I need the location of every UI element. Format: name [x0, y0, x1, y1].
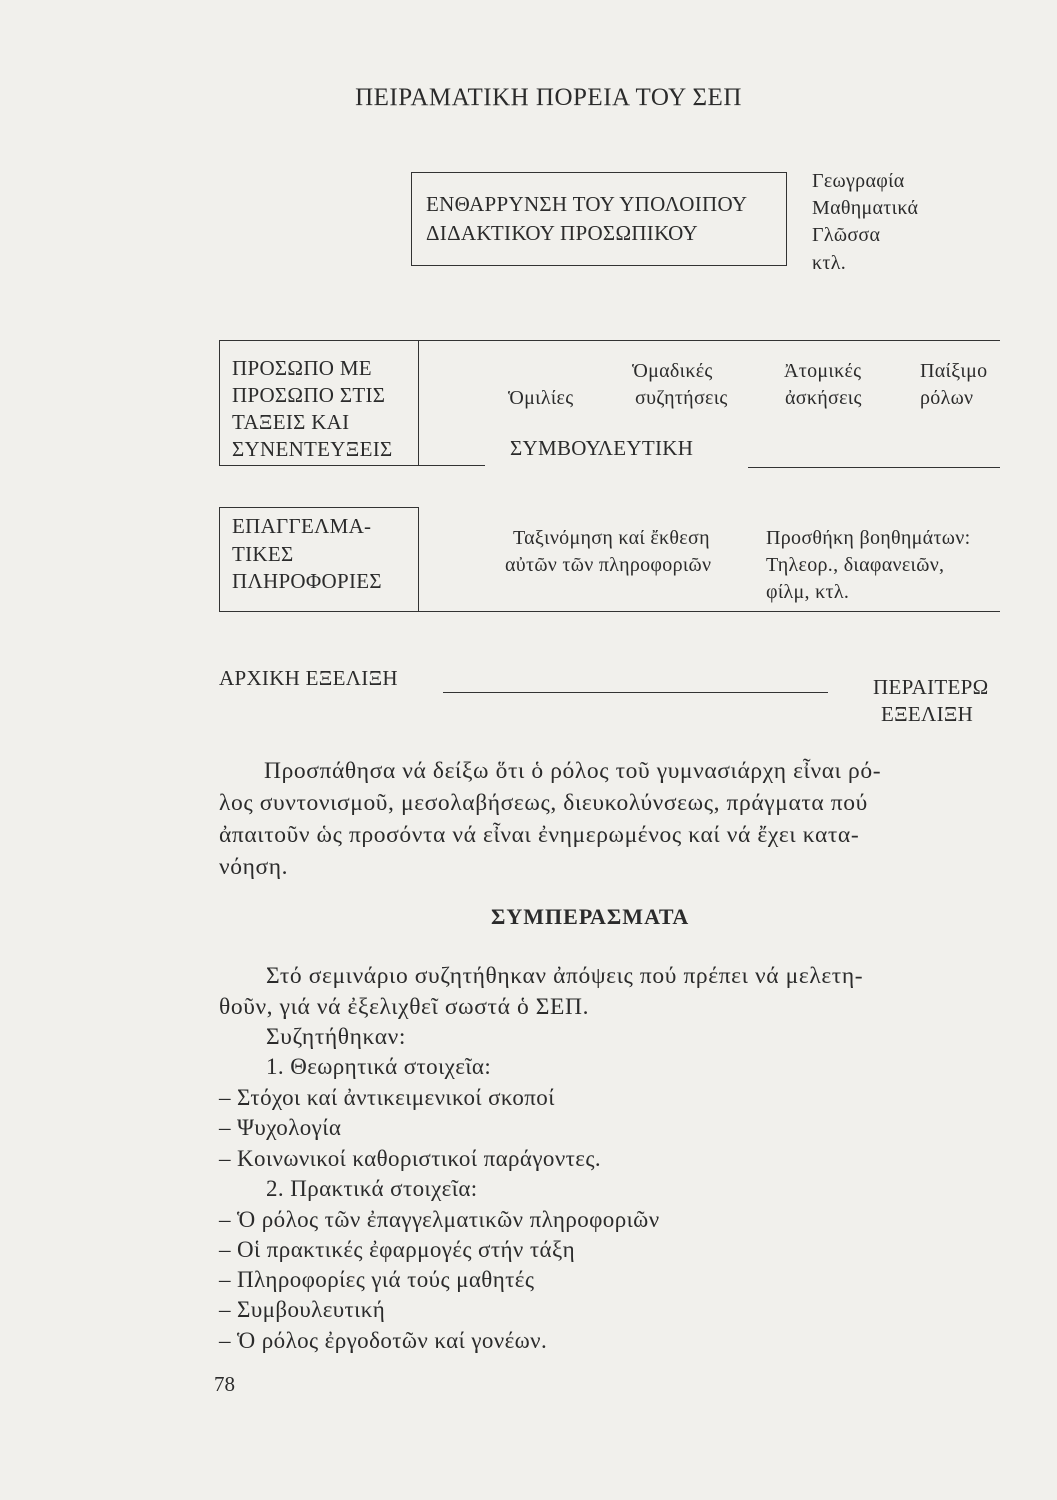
discussed-label: Συζητήθηκαν:: [266, 1024, 406, 1050]
section2-title: 2. Πρακτικά στοιχεῖα:: [266, 1176, 478, 1201]
conclusions-heading: ΣΥΜΠΕΡΑΣΜΑΤΑ: [491, 904, 690, 929]
classification-line2: αὐτῶν τῶν πληροφοριῶν: [505, 554, 712, 576]
activity-roleplay-2: ρόλων: [920, 387, 974, 409]
activity-individual-2: ἀσκήσεις: [785, 387, 862, 409]
section2-item: – Οἱ πρακτικές ἐφαρμογές στήν τάξη: [219, 1237, 576, 1262]
activity-group-1: Ὁμαδικές: [632, 360, 713, 382]
page-title: ΠΕΙΡΑΜΑΤΙΚΗ ΠΟΡΕΙΑ ΤΟΥ ΣΕΠ: [355, 84, 742, 111]
bottom-rule: [219, 611, 1000, 612]
subject-geography: Γεωγραφία: [812, 170, 905, 192]
section1-item: – Στόχοι καί ἀντικειμενικοί σκοποί: [219, 1085, 555, 1110]
further-development-1: ΠΕΡΑΙΤΕΡΩ: [873, 675, 989, 699]
further-development-2: ΕΞΕΛΙΞΗ: [881, 702, 974, 726]
initial-development: ΑΡΧΙΚΗ ΕΞΕΛΙΞΗ: [219, 666, 398, 690]
aids-line2: Τηλεορ., διαφανειῶν,: [766, 554, 945, 576]
paragraph-line3: ἀπαιτοῦν ὡς προσόντα νά εἶναι ἐνημερωμένος καί νά ἔχει κατα-: [219, 822, 860, 848]
section1-item: – Κοινωνικοί καθοριστικοί παράγοντες.: [219, 1146, 601, 1171]
top-box-line1: ΕΝΘΑΡΡΥΝΣΗ ΤΟΥ ΥΠΟΛΟΙΠΟΥ: [426, 192, 748, 216]
aids-line3: φίλμ, κτλ.: [766, 581, 850, 603]
activity-lectures: Ὁμιλίες: [508, 387, 574, 409]
interviews-line2: ΠΡΟΣΩΠΟ ΣΤΙΣ: [232, 383, 386, 407]
activity-group-2: συζητήσεις: [635, 387, 728, 409]
top-rule: [419, 340, 1000, 341]
interviews-line3: ΤΑΞΕΙΣ ΚΑΙ: [232, 410, 350, 434]
section2-item: – Συμβουλευτική: [219, 1297, 386, 1322]
paragraph-line2: λος συντονισμοῦ, μεσολαβήσεως, διευκολύνσεως, πράγματα πού: [219, 790, 868, 816]
interviews-line1: ΠΡΟΣΩΠΟ ΜΕ: [232, 356, 372, 380]
counseling-rule: [748, 467, 1000, 468]
info-line1: ΕΠΑΓΓΕΛΜΑ-: [232, 514, 372, 538]
activity-individual-1: Ἀτομικές: [784, 360, 862, 382]
classification-line1: Ταξινόμηση καί ἔκθεση: [513, 527, 710, 549]
subject-etc: κτλ.: [812, 252, 847, 274]
section2-item: – Πληροφορίες γιά τούς μαθητές: [219, 1267, 535, 1292]
section2-item: – Ὁ ρόλος τῶν ἐπαγγελματικῶν πληροφοριῶν: [219, 1207, 660, 1232]
interviews-baseline: [219, 465, 485, 466]
page-number: 78: [214, 1372, 235, 1396]
conclusions-intro-1: Στό σεμινάριο συζητήθηκαν ἀπόψεις πού πρέπει νά μελετη-: [266, 963, 864, 989]
top-box-line2: ΔΙΔΑΚΤΙΚΟΥ ΠΡΟΣΩΠΙΚΟΥ: [426, 221, 699, 245]
subject-language: Γλῶσσα: [812, 224, 881, 246]
paragraph-line1: Προσπάθησα νά δείξω ὅτι ὁ ρόλος τοῦ γυμνασιάρχη εἶναι ρό-: [264, 758, 882, 784]
paragraph-line4: νόηση.: [219, 854, 289, 880]
development-arrow-line: [443, 692, 828, 693]
section1-title: 1. Θεωρητικά στοιχεῖα:: [266, 1054, 492, 1079]
section2-item: – Ὁ ρόλος ἐργοδοτῶν καί γονέων.: [219, 1328, 548, 1353]
interviews-line4: ΣΥΝΕΝΤΕΥΞΕΙΣ: [232, 437, 393, 461]
activity-roleplay-1: Παίξιμο: [920, 360, 988, 382]
info-line3: ΠΛΗΡΟΦΟΡΙΕΣ: [232, 569, 382, 593]
section1-item: – Ψυχολογία: [219, 1115, 342, 1140]
counseling-label: ΣΥΜΒΟΥΛΕΥΤΙΚΗ: [510, 436, 694, 460]
conclusions-intro-2: θοῦν, γιά νά ἐξελιχθεῖ σωστά ὁ ΣΕΠ.: [219, 994, 590, 1020]
subject-math: Μαθηματικά: [812, 197, 919, 219]
aids-line1: Προσθήκη βοηθημάτων:: [766, 527, 971, 549]
info-line2: ΤΙΚΕΣ: [232, 542, 294, 566]
